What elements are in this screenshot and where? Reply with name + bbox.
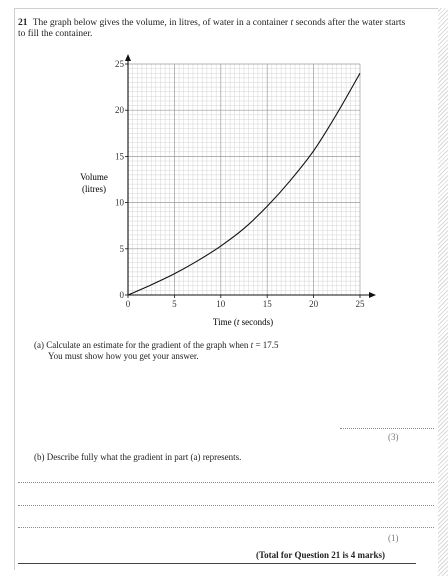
y-axis-label-line1: Volume [80, 172, 108, 182]
part-b-text: Describe fully what the gradient in part (a) represents. [46, 452, 242, 462]
grid-minor [128, 64, 360, 295]
bottom-rule [18, 563, 416, 564]
y-tick-label: 15 [115, 151, 124, 162]
y-tick-label: 5 [119, 243, 124, 254]
x-tick-label: 25 [355, 299, 365, 309]
y-tick-label: 0 [119, 290, 124, 300]
question-t-variable: t [290, 18, 294, 28]
x-tick-label: 15 [262, 299, 272, 309]
y-axis-arrow [125, 54, 131, 61]
part-a-t-variable: t [250, 340, 254, 350]
x-axis-arrow [369, 292, 376, 298]
x-tick-label: 0 [125, 299, 131, 309]
part-a-line1-suffix: = 17.5 [253, 340, 279, 350]
x-axis-label: Time (t seconds) [212, 317, 274, 327]
part-a-marks: (3) [388, 432, 399, 442]
axes [125, 54, 376, 298]
part-b-label: (b) [34, 452, 45, 462]
question-number: 21 [18, 18, 28, 28]
question-total-marks: (Total for Question 21 is 4 marks) [256, 550, 386, 560]
x-tick-label: 20 [309, 299, 319, 309]
part-b-answer-line-1[interactable] [18, 482, 434, 483]
part-b-answer-line-2[interactable] [18, 505, 434, 506]
part-a-label: (a) [34, 340, 44, 350]
part-a-answer-line[interactable] [340, 428, 434, 429]
part-a-instruction: You must show how you get your answer. [48, 351, 199, 361]
x-tick-label: 5 [172, 299, 177, 309]
part-a-question [34, 340, 414, 362]
x-tick-label: 10 [216, 299, 226, 309]
y-axis-label-line2: (litres) [82, 184, 106, 194]
y-tick-label: 20 [115, 105, 124, 116]
part-b-question [34, 452, 414, 463]
y-tick-label: 25 [115, 59, 124, 69]
question-text-before: The graph below gives the volume, in litres, of water in a container [32, 18, 291, 28]
y-tick-label: 10 [115, 197, 124, 208]
part-b-marks: (1) [388, 533, 399, 543]
part-b-answer-line-3[interactable] [18, 527, 434, 528]
question-text-after: seconds after the water starts to fill the container. [18, 18, 406, 39]
part-a-line1-prefix: Calculate an estimate for the gradient of the graph when [46, 340, 251, 350]
